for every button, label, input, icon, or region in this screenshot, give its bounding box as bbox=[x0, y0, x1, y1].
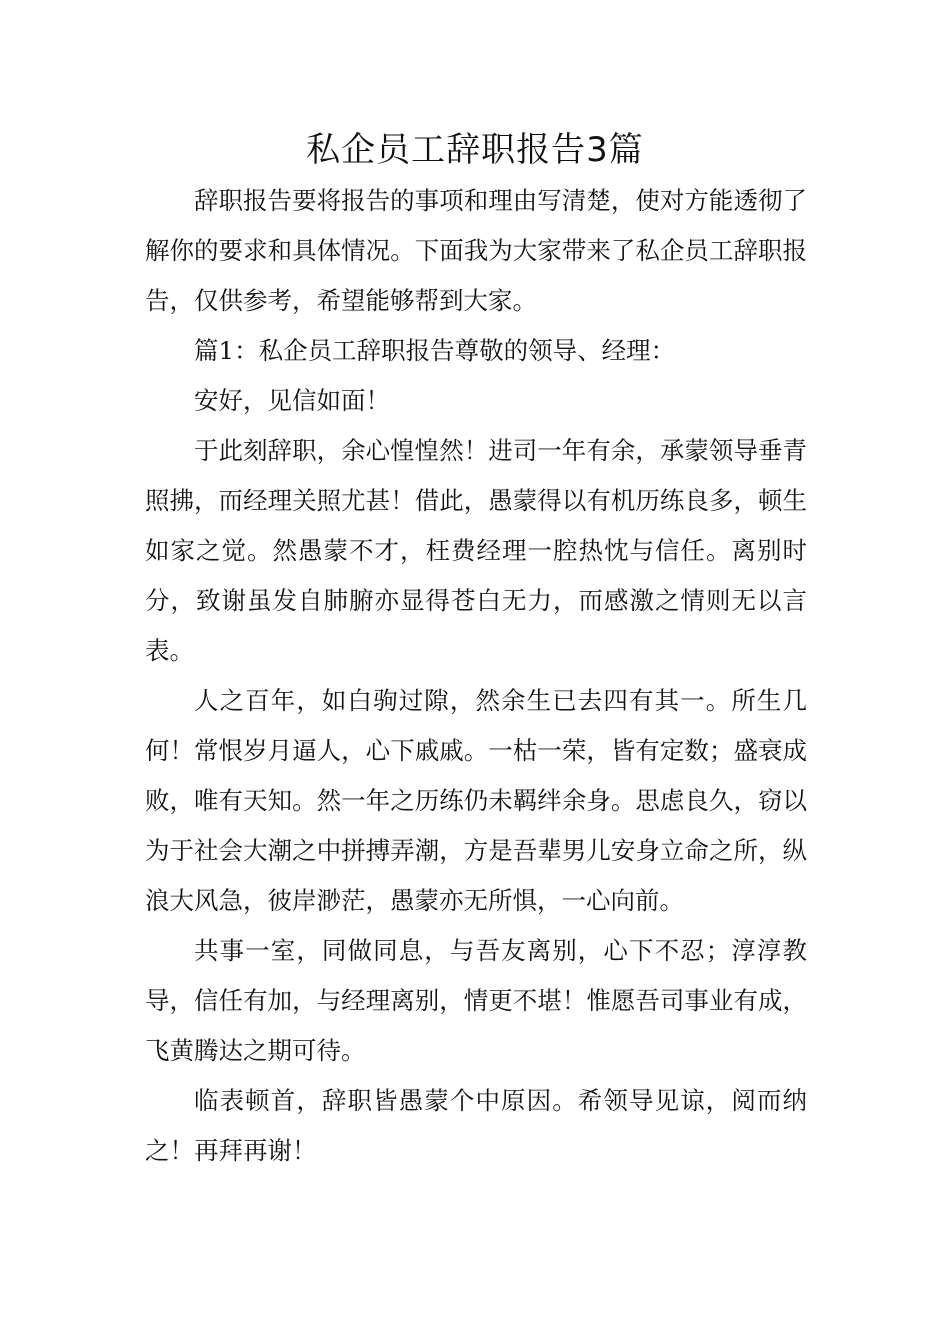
document-body bbox=[145, 176, 807, 1176]
body-paragraph: 于此刻辞职，余心惶惶然！进司一年有余，承蒙领导垂青照拂，而经理关照尤甚！借此，愚蒙得以有机历练良多，顿生如家之觉。然愚蒙不才，枉费经理一腔热忱与信任。离别时分，致谢虽发自肺腑亦显得苍白无力，而感激之情则无以言表。 bbox=[145, 436, 807, 665]
body-paragraph: 人之百年，如白驹过隙，然余生已去四有其一。所生几何！常恨岁月逼人，心下戚戚。一枯一荣，皆有定数；盛衰成败，唯有天知。然一年之历练仍未羁绊余身。思虑良久，窃以为于社会大潮之中拼搏弄潮，方是吾辈男儿安身立命之所，纵浪大风急，彼岸渺茫，愚蒙亦无所惧，一心向前。 bbox=[145, 686, 807, 915]
document-title: 私企员工辞职报告3篇 bbox=[306, 130, 644, 170]
closing-paragraph: 临表顿首，辞职皆愚蒙个中原因。希领导见谅，阅而纳之！再拜再谢！ bbox=[145, 1086, 807, 1165]
section-heading: 篇1：私企员工辞职报告尊敬的领导、经理： bbox=[194, 336, 676, 365]
greeting-paragraph: 安好，见信如面！ bbox=[194, 386, 390, 415]
intro-paragraph: 辞职报告要将报告的事项和理由写清楚，使对方能透彻了解你的要求和具体情况。下面我为大家带来了私企员工辞职报告，仅供参考，希望能够帮到大家。 bbox=[145, 186, 807, 315]
body-paragraph: 共事一室，同做同息，与吾友离别，心下不忍；淳淳教导，信任有加，与经理离别，情更不堪！惟愿吾司事业有成，飞黄腾达之期可待。 bbox=[145, 936, 807, 1065]
